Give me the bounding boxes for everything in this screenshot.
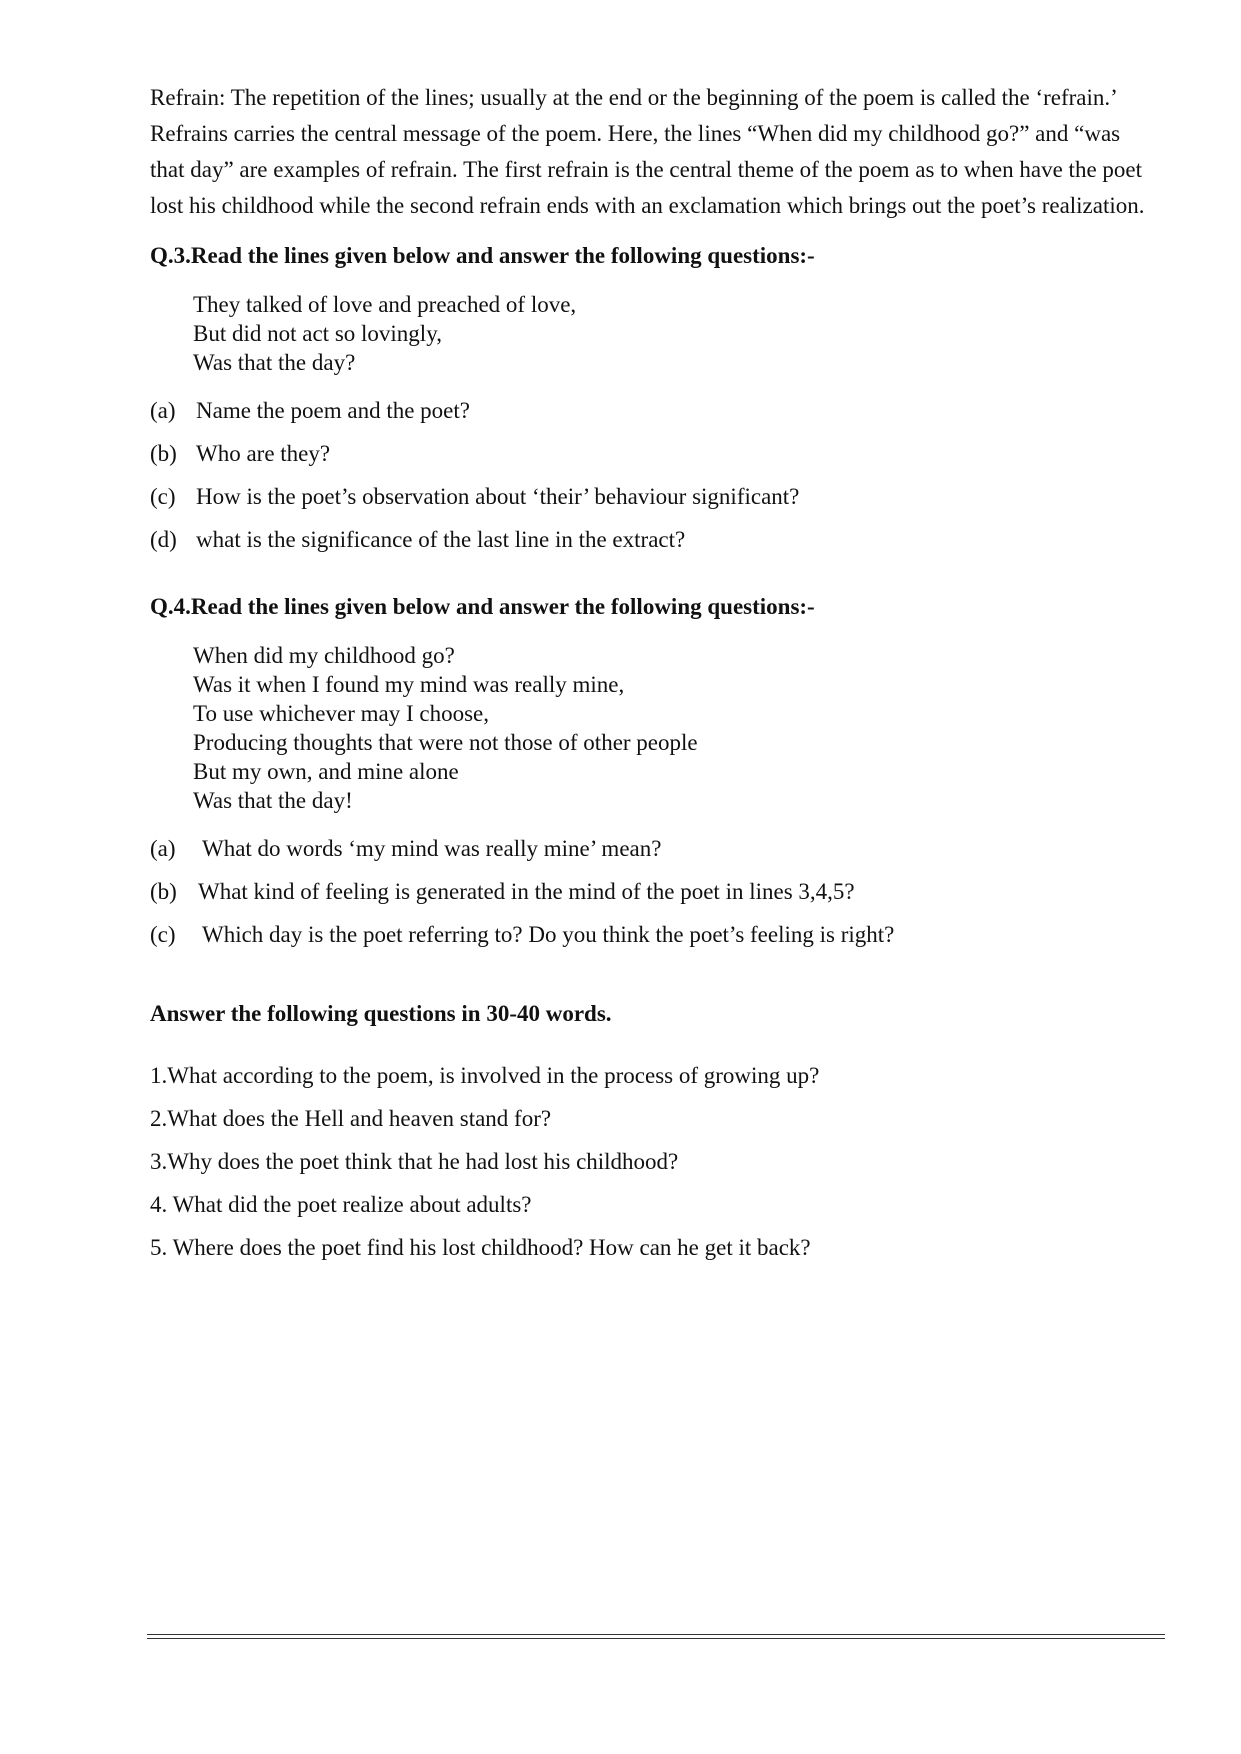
poem-line: Was it when I found my mind was really mine, bbox=[193, 672, 625, 697]
question-text: Name the poem and the poet? bbox=[196, 398, 470, 423]
q3-question-list bbox=[150, 389, 1150, 561]
q3-question-item bbox=[150, 432, 1150, 475]
poem-line: Was that the day! bbox=[193, 788, 353, 813]
q3-question-item bbox=[150, 475, 1150, 518]
q4-heading: Q.4.Read the lines given below and answer the following questions:- bbox=[150, 594, 815, 619]
question-text: Who are they? bbox=[196, 441, 331, 466]
q4-question-item bbox=[150, 870, 1150, 913]
question-text: Which day is the poet referring to? Do you think the poet’s feeling is right? bbox=[202, 922, 895, 947]
q4-poem-extract bbox=[193, 641, 1150, 815]
short-answer-heading: Answer the following questions in 30-40 words. bbox=[150, 1001, 612, 1026]
question-text: what is the significance of the last line in the extract? bbox=[196, 527, 686, 552]
q4-question-list bbox=[150, 827, 1150, 956]
poem-line: They talked of love and preached of love, bbox=[193, 292, 577, 317]
question-label: (c) bbox=[150, 922, 176, 947]
short-answer-question: 2.What does the Hell and heaven stand for? bbox=[150, 1106, 552, 1131]
question-label: (a) bbox=[150, 836, 176, 861]
q3-heading: Q.3.Read the lines given below and answer the following questions:- bbox=[150, 243, 815, 268]
document-page bbox=[150, 80, 1150, 1269]
poem-line: When did my childhood go? bbox=[193, 643, 455, 668]
short-answer-question: 5. Where does the poet find his lost childhood? How can he get it back? bbox=[150, 1235, 811, 1260]
question-label: (b) bbox=[150, 441, 177, 466]
q4-question-item bbox=[150, 827, 1150, 870]
question-label: (c) bbox=[150, 484, 176, 509]
q3-question-item bbox=[150, 389, 1150, 432]
q3-poem-extract bbox=[193, 290, 1150, 377]
poem-line: To use whichever may I choose, bbox=[193, 701, 490, 726]
q4-question-item bbox=[150, 913, 1150, 956]
q3-question-item bbox=[150, 518, 1150, 561]
question-label: (a) bbox=[150, 398, 176, 423]
question-label: (b) bbox=[150, 879, 177, 904]
short-answer-question-list bbox=[150, 1054, 1150, 1269]
intro-paragraph: Refrain: The repetition of the lines; usually at the end or the beginning of the poem is called the ‘refrain.’ Refrains carries the central message of the poem. Here, the lines “When did my childhood go?” and “was that day” are examples of refrain. The first refrain is the central theme of the poem as to when have the poet lost his childhood while the second refrain ends with an exclamation which brings out the poet’s realization. bbox=[150, 85, 1145, 218]
footer-double-rule bbox=[147, 1634, 1165, 1639]
poem-line: But did not act so lovingly, bbox=[193, 321, 442, 346]
short-answer-question: 4. What did the poet realize about adults? bbox=[150, 1192, 532, 1217]
short-answer-question: 3.Why does the poet think that he had lost his childhood? bbox=[150, 1149, 679, 1174]
question-label: (d) bbox=[150, 527, 177, 552]
poem-line: Was that the day? bbox=[193, 350, 356, 375]
short-answer-question: 1.What according to the poem, is involved in the process of growing up? bbox=[150, 1063, 820, 1088]
poem-line: But my own, and mine alone bbox=[193, 759, 459, 784]
poem-line: Producing thoughts that were not those of other people bbox=[193, 730, 698, 755]
question-text: What kind of feeling is generated in the mind of the poet in lines 3,4,5? bbox=[198, 879, 855, 904]
question-text: How is the poet’s observation about ‘their’ behaviour significant? bbox=[196, 484, 800, 509]
question-text: What do words ‘my mind was really mine’ mean? bbox=[202, 836, 662, 861]
